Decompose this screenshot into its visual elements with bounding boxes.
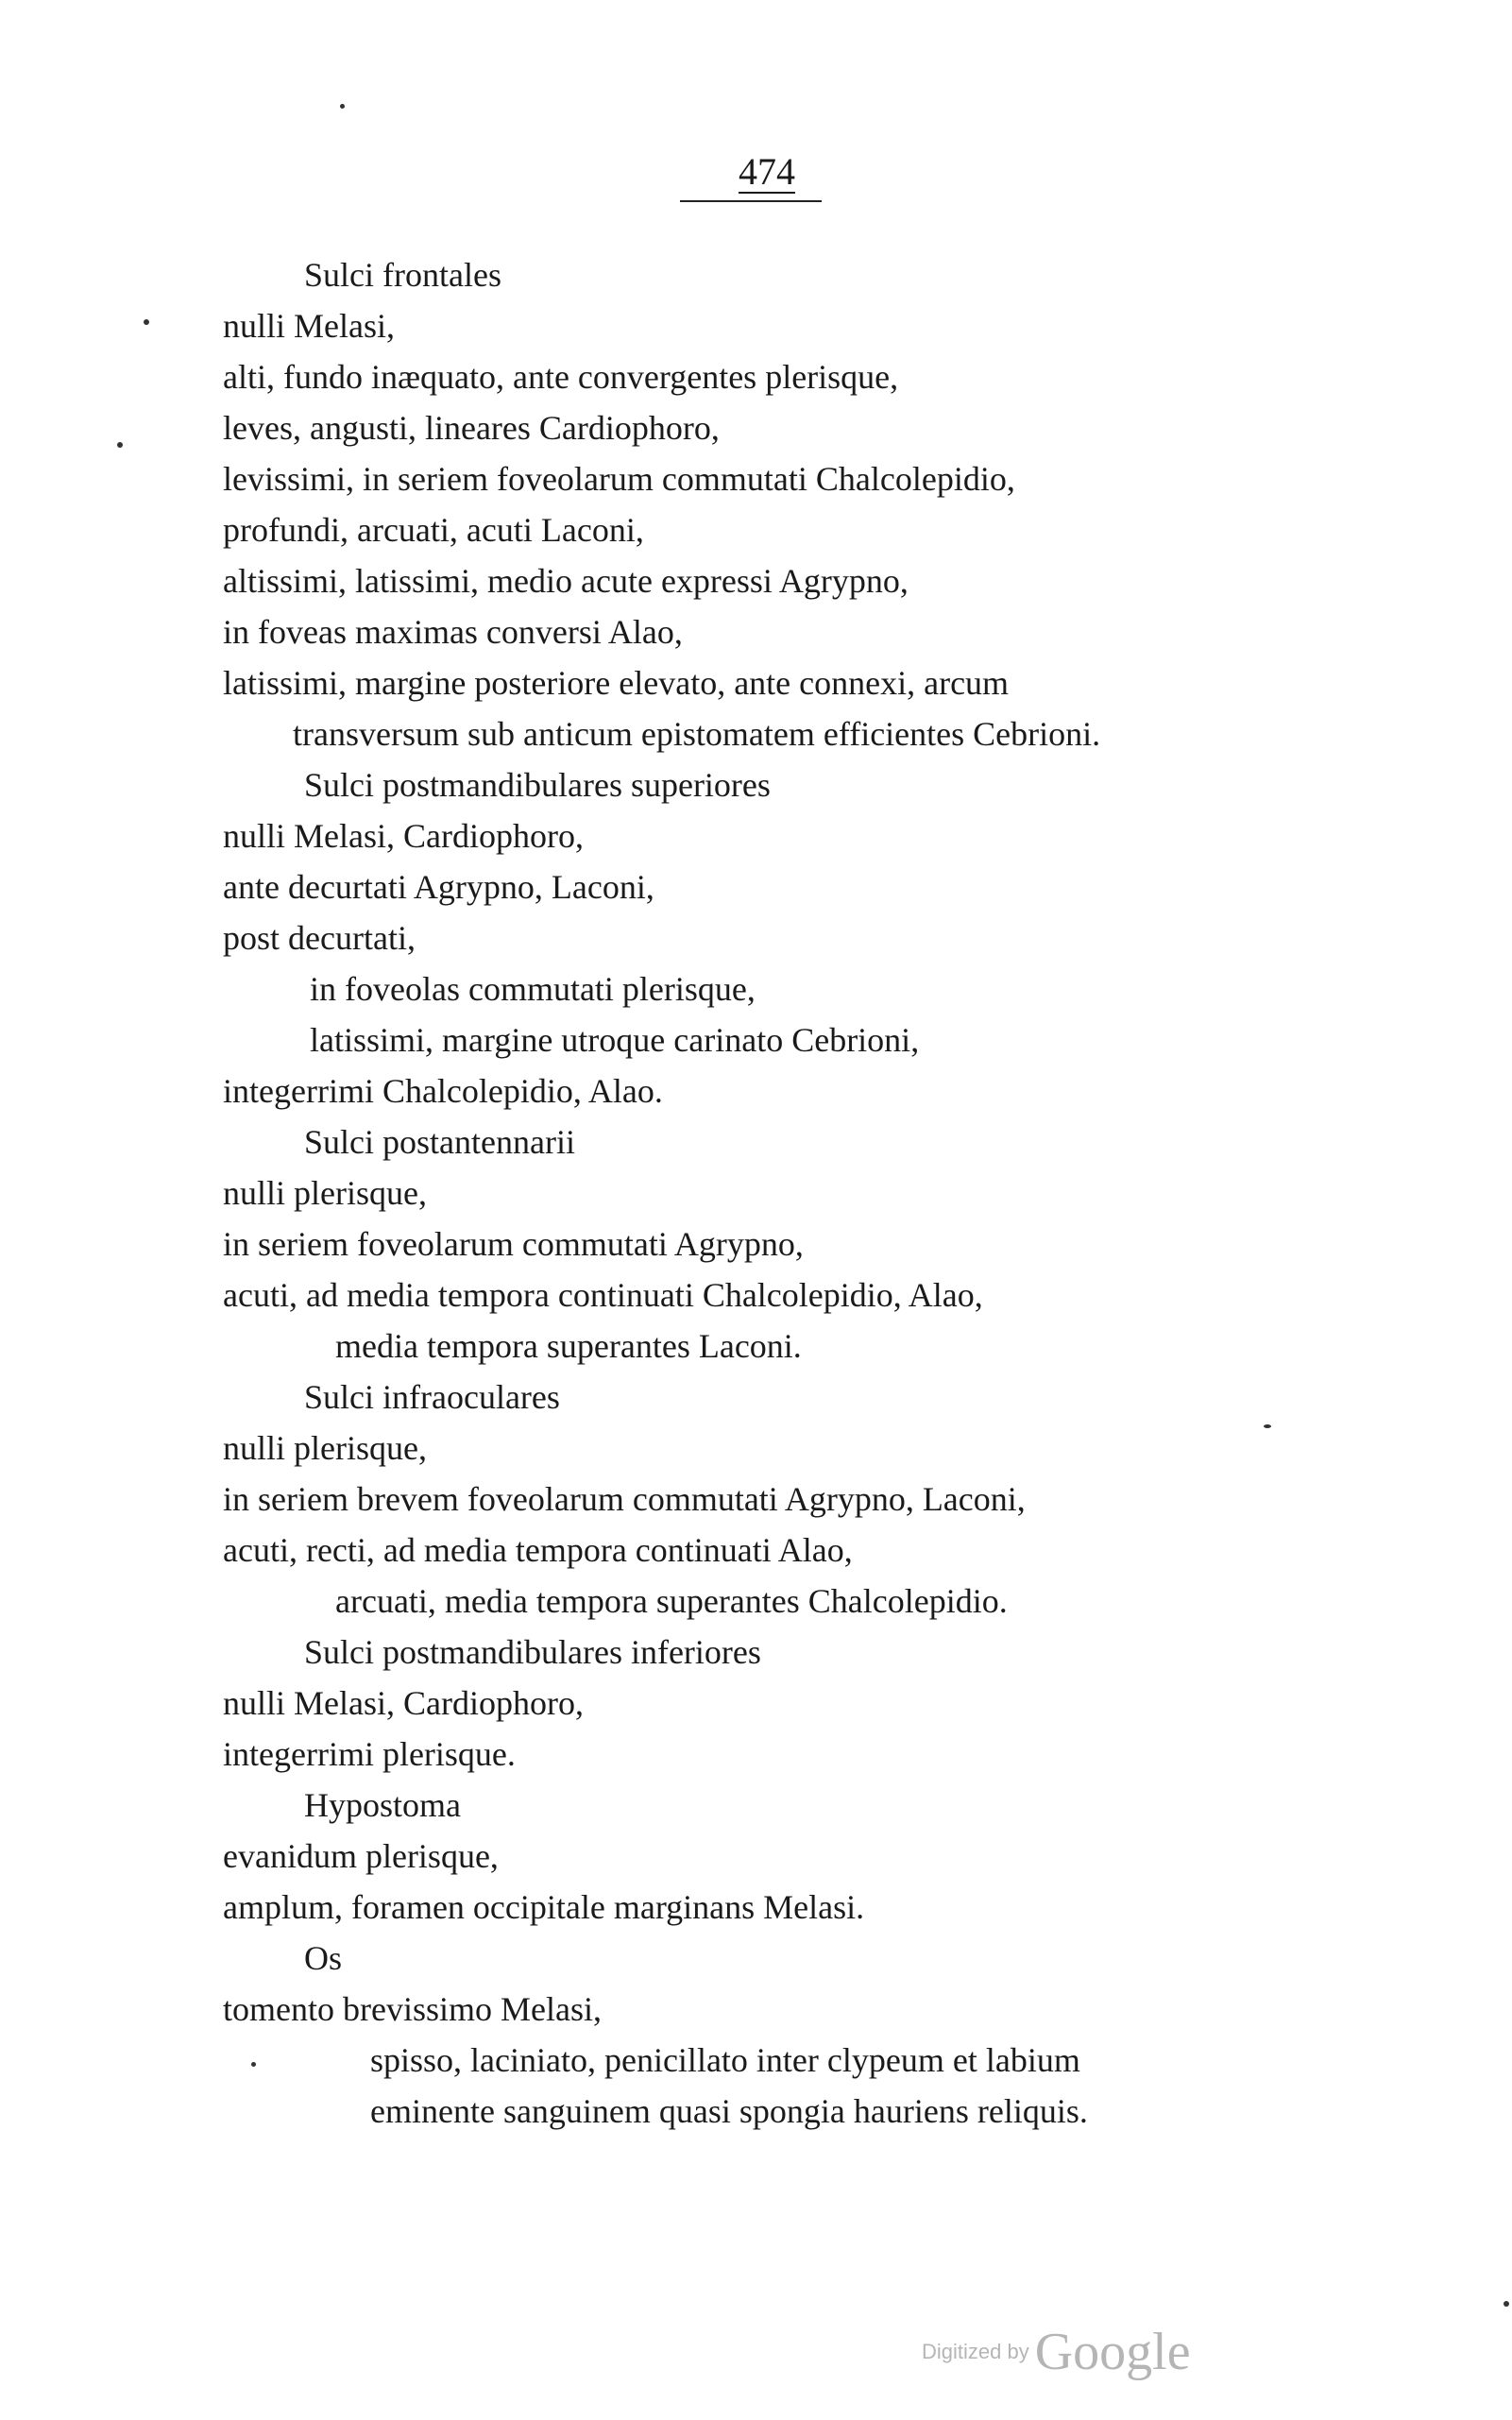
text-line [0, 1014, 1512, 1065]
text-line-content: Os [304, 1939, 343, 1977]
page-number-rule [680, 200, 822, 202]
text-line-content: profundi, arcuati, acuti Laconi, [223, 511, 644, 549]
text-line-content: Sulci postmandibulares inferiores [304, 1633, 761, 1671]
scan-speck [251, 2062, 256, 2067]
text-line [0, 861, 1512, 912]
text-line [0, 1933, 1512, 1984]
text-line-content: integerrimi plerisque. [223, 1735, 516, 1773]
text-line-content: Sulci postantennarii [304, 1123, 575, 1161]
text-line-content: evanidum plerisque, [223, 1837, 499, 1875]
text-line [0, 2035, 1512, 2086]
text-line [0, 1882, 1512, 1933]
text-line [0, 1627, 1512, 1678]
text-line-content: in foveolas commutati plerisque, [310, 970, 756, 1008]
text-line-content: amplum, foramen occipitale marginans Melasi. [223, 1888, 865, 1926]
text-line [0, 555, 1512, 606]
text-line-content: acuti, recti, ad media tempora continuati Alao, [223, 1531, 853, 1569]
text-line-content: Sulci infraoculares [304, 1378, 560, 1416]
text-line-content: spisso, laciniato, penicillato inter clypeum et labium [370, 2041, 1080, 2079]
text-line-content: tomento brevissimo Melasi, [223, 1990, 602, 2028]
text-line [0, 1270, 1512, 1321]
text-line [0, 1678, 1512, 1729]
text-line [0, 453, 1512, 504]
text-line-content: in seriem foveolarum commutati Agrypno, [223, 1225, 804, 1263]
text-line [0, 1729, 1512, 1780]
text-line-content: nulli Melasi, Cardiophoro, [223, 817, 584, 855]
google-logo: Google [1034, 2323, 1191, 2381]
text-line [0, 504, 1512, 555]
digitized-by-google-watermark [922, 2322, 1191, 2382]
text-line-content: in foveas maximas conversi Alao, [223, 613, 683, 651]
text-line [0, 606, 1512, 657]
text-line-content: nulli plerisque, [223, 1174, 427, 1212]
text-line [0, 810, 1512, 861]
text-line-content: latissimi, margine posteriore elevato, ante connexi, arcum [223, 664, 1010, 702]
scan-speck [1504, 2301, 1509, 2307]
text-line-content: media tempora superantes Laconi. [335, 1327, 802, 1365]
watermark-prefix: Digitized by [922, 2340, 1029, 2363]
text-line [0, 402, 1512, 453]
text-line-content: latissimi, margine utroque carinato Cebrioni, [310, 1021, 920, 1059]
text-line [0, 912, 1512, 963]
text-line-content: post decurtati, [223, 919, 416, 957]
text-line [0, 300, 1512, 351]
text-line-content: nulli plerisque, [223, 1429, 427, 1467]
text-line [0, 1831, 1512, 1882]
text-line-content: altissimi, latissimi, medio acute expressi Agrypno, [223, 562, 909, 600]
scan-speck [340, 104, 345, 109]
text-line-content: eminente sanguinem quasi spongia hauriens reliquis. [370, 2092, 1088, 2130]
text-line-content: in seriem brevem foveolarum commutati Agrypno, Laconi, [223, 1480, 1026, 1518]
text-line [0, 1984, 1512, 2035]
text-line-content: acuti, ad media tempora continuati Chalcolepidio, Alao, [223, 1276, 983, 1314]
text-line-content: Sulci frontales [304, 256, 501, 294]
text-line-content: arcuati, media tempora superantes Chalcolepidio. [335, 1582, 1008, 1620]
text-line [0, 1474, 1512, 1525]
text-line [0, 1525, 1512, 1576]
body-text [0, 249, 1512, 2137]
text-line-content: nulli Melasi, [223, 307, 395, 345]
text-line [0, 759, 1512, 810]
text-line [0, 963, 1512, 1014]
page-number: 474 [739, 150, 795, 193]
text-line [0, 1219, 1512, 1270]
text-line-content: Hypostoma [304, 1786, 461, 1824]
text-line [0, 1321, 1512, 1372]
text-line-content: leves, angusti, lineares Cardiophoro, [223, 409, 720, 447]
text-line [0, 249, 1512, 300]
text-line-content: nulli Melasi, Cardiophoro, [223, 1684, 584, 1722]
text-line [0, 1372, 1512, 1423]
text-line [0, 1576, 1512, 1627]
text-line-content: alti, fundo inæquato, ante convergentes plerisque, [223, 358, 899, 396]
text-line [0, 1423, 1512, 1474]
text-line [0, 1780, 1512, 1831]
text-line [0, 1167, 1512, 1219]
text-line [0, 708, 1512, 759]
text-line [0, 1116, 1512, 1167]
text-line-content: levissimi, in seriem foveolarum commutati Chalcolepidio, [223, 460, 1015, 498]
text-line [0, 1065, 1512, 1116]
scan-speck [144, 319, 149, 325]
text-line-content: ante decurtati Agrypno, Laconi, [223, 868, 654, 906]
scan-speck [1264, 1424, 1271, 1428]
text-line [0, 351, 1512, 402]
text-line-content: Sulci postmandibulares superiores [304, 766, 771, 804]
text-line [0, 657, 1512, 708]
text-line-content: transversum sub anticum epistomatem efficientes Cebrioni. [293, 715, 1101, 753]
text-line-content: integerrimi Chalcolepidio, Alao. [223, 1072, 663, 1110]
text-line [0, 2086, 1512, 2137]
scan-speck [117, 442, 123, 448]
